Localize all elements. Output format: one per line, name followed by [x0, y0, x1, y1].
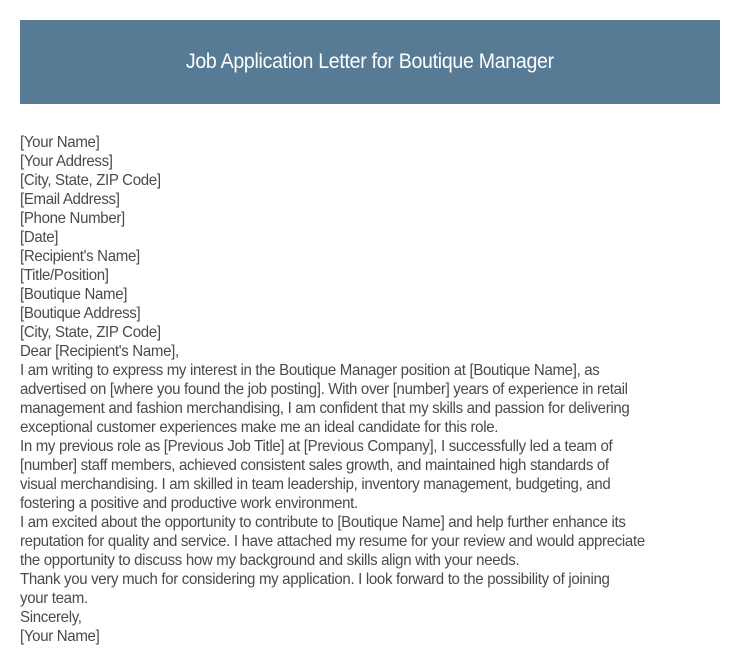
recipient-city-state-zip: [City, State, ZIP Code] [20, 324, 161, 341]
sender-email: [Email Address] [20, 191, 120, 208]
paragraph-line: In my previous role as [Previous Job Title] at [Previous Company], I successfully led a team of [20, 438, 613, 455]
paragraph-motivation [20, 513, 730, 570]
paragraph-line: exceptional customer experiences make me an ideal candidate for this role. [20, 419, 499, 436]
paragraph-line: I am writing to express my interest in the Boutique Manager position at [Boutique Name], as [20, 362, 600, 379]
paragraph-experience [20, 437, 730, 513]
page-title: Job Application Letter for Boutique Manager [185, 50, 554, 73]
paragraph-intro [20, 361, 730, 437]
title-banner [20, 20, 720, 104]
paragraph-line: [number] staff members, achieved consistent sales growth, and maintained high standards of [20, 457, 609, 474]
paragraph-line: advertised on [where you found the job posting]. With over [number] years of experience in retail [20, 381, 628, 398]
paragraph-line: I am excited about the opportunity to contribute to [Boutique Name] and help further enhance its [20, 514, 626, 531]
boutique-address: [Boutique Address] [20, 305, 141, 322]
signature: [Your Name] [20, 628, 100, 645]
sender-phone: [Phone Number] [20, 210, 125, 227]
letter-body [20, 133, 730, 646]
paragraph-line: Thank you very much for considering my application. I look forward to the possibility of joining [20, 571, 610, 588]
paragraph-line: your team. [20, 590, 88, 607]
recipient-block [20, 247, 730, 342]
letter-date: [Date] [20, 229, 59, 246]
paragraph-thanks [20, 570, 730, 608]
salutation: Dear [Recipient's Name], [20, 343, 179, 360]
boutique-name: [Boutique Name] [20, 286, 128, 303]
paragraph-line: management and fashion merchandising, I am confident that my skills and passion for delivering [20, 400, 630, 417]
paragraph-line: reputation for quality and service. I have attached my resume for your review and would appreciate [20, 533, 645, 550]
recipient-name: [Recipient's Name] [20, 248, 140, 265]
sender-block [20, 133, 730, 247]
sender-city-state-zip: [City, State, ZIP Code] [20, 172, 161, 189]
recipient-title: [Title/Position] [20, 267, 109, 284]
paragraph-line: the opportunity to discuss how my background and skills align with your needs. [20, 552, 520, 569]
closing: Sincerely, [20, 609, 82, 626]
sender-address: [Your Address] [20, 153, 113, 170]
paragraph-line: fostering a positive and productive work environment. [20, 495, 358, 512]
paragraph-line: visual merchandising. I am skilled in team leadership, inventory management, budgeting, and [20, 476, 611, 493]
sender-name: [Your Name] [20, 134, 100, 151]
